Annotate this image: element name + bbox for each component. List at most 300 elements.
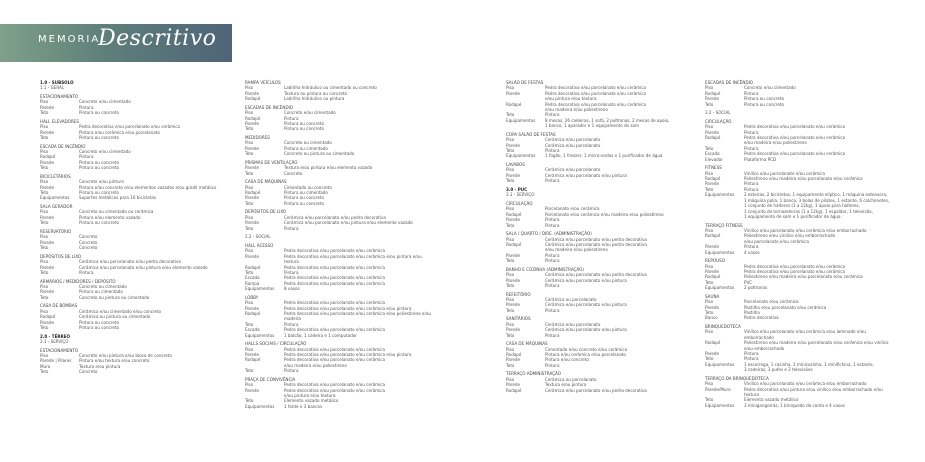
spec-value: Pintura ou concreto (744, 101, 785, 107)
spec-value: Pintura e/ou textura e/ou concreto (79, 358, 150, 364)
spec-row (40, 195, 230, 200)
spec-key: Parede (705, 129, 720, 135)
spec-value: e/ou pintura e/ou textura (284, 393, 336, 398)
section-heading: LOBBY (245, 294, 259, 300)
spec-value: 8 vasos (284, 286, 300, 292)
spec-key: Piso (245, 110, 254, 116)
spec-value: Pintura e/ou cerâmica e/ou porcelanato (545, 351, 626, 357)
spec-value: Concreto ou cimentado ou cerâmica (79, 209, 154, 215)
spec-value: Suportes metálicos para 16 bicicletas (79, 195, 157, 201)
spec-key: Piso (705, 263, 714, 269)
spec-key: Piso (705, 170, 714, 176)
spec-value: Concreto e/ou cimentado (284, 110, 336, 116)
spec-value: Pintura (284, 269, 299, 275)
spec-key: Parede (705, 304, 720, 310)
spec-key: Teto (245, 321, 254, 327)
spec-value: Pintura ou concreto (284, 121, 325, 127)
spec-key: Piso (40, 259, 49, 265)
section-heading: CIRCULAÇÃO (506, 200, 533, 206)
spec-key: Teto (40, 165, 49, 171)
spec-row (705, 157, 895, 162)
spec-key: Teto (40, 269, 49, 275)
spec-key: Equipamentos (705, 249, 735, 255)
spec-key: Parede (40, 214, 55, 220)
spec-key: Equipamentos (705, 285, 735, 291)
spec-value: Porcelanato e/ou cerâmica (545, 206, 600, 212)
spec-value: Pintura ou concreto (284, 200, 325, 206)
section-heading: BANHO E COZINHA (ADMINISTRAÇÃO) (506, 266, 584, 272)
spec-row (506, 123, 696, 128)
spec-key: Piso (245, 248, 254, 254)
section-heading: RESERVATÓRIO (40, 228, 72, 234)
spec-value: Cerâmica e/ou porcelanato e/ou pedra decorativa (545, 236, 647, 242)
spec-row (705, 214, 895, 219)
spec-value: Pedra decorativa e/ou porcelanato e/ou cerâmica e/ou pintura e/ou textura (284, 253, 422, 265)
spec-value: Pintura (744, 356, 759, 362)
spec-value: Pintura (284, 225, 299, 231)
spec-key: Parede (245, 253, 260, 259)
spec-row (245, 333, 435, 338)
spec-value: Pintura (284, 368, 299, 374)
spec-key: Rodapé (705, 233, 721, 239)
spec-row (245, 126, 435, 131)
spec-key: Parede (40, 159, 55, 165)
spec-value: Pedra decorativa e/ou pintura e/ou vinílico e/ou emborrachado e/ou textura (744, 386, 883, 398)
spec-value: Cerâmica e/ou porcelanato e/ou pedra decorativa (545, 387, 647, 393)
section-heading: RAMPA VEÍCULOS (245, 80, 281, 85)
spec-key: Equipamentos (40, 195, 70, 201)
spec-key: Parede (506, 252, 521, 258)
spec-key: Parede (506, 172, 521, 178)
section-heading: SALA / QUARTO / DIRE. (ADMINISTRAÇÃO) (506, 231, 592, 237)
spec-key: Teto (506, 178, 515, 184)
spec-value: e/ou pintura e/ou textura (545, 96, 597, 102)
spec-key: Parede (245, 90, 260, 96)
spec-value: Pintura ou concreto (744, 96, 785, 102)
spec-value: Cerâmica e/ou porcelanato (545, 137, 601, 143)
spec-key: Teto (705, 356, 714, 362)
spec-value: Cerâmica e/ou porcelanato e/ou pedra decorativa (284, 214, 386, 220)
spec-key: Parede (40, 239, 55, 245)
spec-row (245, 286, 435, 291)
spec-key: Teto (40, 220, 49, 226)
spec-key: Parede (40, 184, 55, 190)
spec-row (506, 178, 696, 183)
section-heading: HALL ELEVADORES (40, 118, 79, 124)
spec-value: Cerâmica e/ou porcelanato e/ou pintura e/ou elemento vazado (284, 220, 413, 226)
spec-value: Textura ou pintura ou concreto (284, 90, 348, 96)
spec-key: Parede (40, 289, 55, 295)
spec-key: Piso (245, 214, 254, 220)
spec-value: e/ou emborrachado (744, 345, 785, 351)
spec-key: Equipamentos (245, 403, 275, 409)
spec-value: Pedra decorativa e/ou porcelanato e/ou cerâmica (79, 124, 181, 130)
section-heading: TERRAÇO ADMINISTRAÇÃO (506, 371, 561, 377)
spec-key: Equipamentos (506, 153, 536, 159)
spec-key: Parede (245, 121, 260, 127)
section-heading: PRAÇA DE CONVIVÊNCIA (245, 376, 296, 382)
spec-key: Parede (705, 244, 720, 250)
spec-value: Pintura ou concreto (284, 195, 325, 201)
spec-row (245, 96, 435, 101)
spec-value: Pedra decorativa e/ou porcelanato e/ou cerâmica (284, 264, 386, 270)
spec-value: Pintura (744, 351, 759, 356)
spec-value: 2 esteiras, 2 bicicletas, 1 equipamento elíptico, 1 máquina extensora, (744, 192, 888, 198)
section-heading: TERRAÇO DA BRINQUEDOTECA (705, 375, 769, 381)
spec-key: Teto (40, 294, 49, 300)
section-heading: REFEITÓRIO (506, 291, 531, 297)
spec-key: Parede (40, 104, 55, 110)
spec-key: Piso (40, 209, 49, 215)
spec-value: Pintura (744, 90, 759, 96)
spec-value: Pintura ou concreto (79, 135, 120, 141)
spec-value: Pedra decorativa e/ou porcelanato e/ou cerâmica (284, 387, 386, 393)
spec-row (506, 153, 696, 158)
spec-key (705, 367, 744, 372)
spec-value: Concreto e/ou cimentado (744, 85, 796, 91)
spec-value: Poliestireno e/ou vinílico e/ou emborrachado (744, 233, 836, 239)
spec-value: Concreto e/ou cimentado (79, 149, 131, 155)
spec-value: Pintura (79, 104, 94, 110)
banner-script-title: Descritivo (98, 26, 217, 51)
spec-value: Cerâmica e/ou porcelanato (545, 142, 601, 148)
spec-key: Parede (245, 145, 260, 151)
spec-key: Teto (245, 200, 254, 206)
spec-key: Equipamentos (705, 402, 735, 408)
spec-key: Parede (705, 351, 720, 356)
spec-key: Piso (506, 296, 515, 302)
spec-value: Cerâmica ou pintura ou cimentado (79, 314, 151, 320)
spec-key: Teto (245, 225, 254, 231)
spec-key: Piso (705, 85, 714, 91)
spec-value: Cerâmica e/ou porcelanato e/ou pintura e/ou elemento vazado (79, 264, 208, 270)
spec-value: 1 escorrega, 1 casinha, 1 minicozinha, 1 minifichina, 1 estante, (744, 361, 874, 367)
spec-value: Pintura ou concreto (79, 319, 120, 325)
spec-value: Pintura (79, 269, 94, 275)
spec-key: Piso (40, 149, 49, 155)
spec-key: Banco (705, 315, 718, 321)
spec-key: Teto (705, 397, 714, 403)
spec-key: Elevador (705, 156, 723, 162)
subsection-heading: 3.1 - SERVIÇO (506, 192, 535, 198)
spec-key: Rodapé (705, 176, 721, 182)
spec-key: Escada (245, 327, 260, 333)
section-heading: BRINQUEDOTECA (705, 323, 741, 329)
spec-key: Teto (506, 307, 515, 313)
spec-key: Parede (40, 264, 55, 270)
spec-key: Escada (245, 275, 260, 281)
spec-key: Rodapé (705, 340, 721, 346)
spec-key: Piso (506, 167, 515, 173)
spec-value: Concreto e/ou cimentado (79, 99, 131, 105)
spec-key: Teto (506, 148, 515, 154)
section-heading: ESTACIONAMENTO (40, 347, 79, 353)
spec-value: Concreto (79, 234, 98, 240)
spec-key: Piso (40, 308, 49, 314)
spec-value: Pintura e/ou concreto (545, 357, 589, 363)
spec-key: Rodapé (506, 387, 522, 393)
spec-value: Textura e/ou pintura (545, 382, 587, 388)
section-heading: ESCADAS DE INCÊNDIO (705, 80, 754, 85)
section-heading: LAVABOS (506, 162, 525, 168)
spec-value: Pintura ou concreto (79, 324, 120, 330)
spec-key: Piso (40, 234, 49, 240)
spec-value: Pedra decorativa e/ou porcelanato e/ou cerâmica e/ou pintura (284, 305, 412, 311)
spec-value: 1 equipamento de som e 1 purificador de água. (744, 213, 842, 219)
spec-row (40, 369, 230, 374)
spec-row (40, 220, 230, 225)
spec-value: e/ou madeira e/ou poliestireno (284, 362, 347, 368)
section-heading: 2.0 - TÉRREO (40, 333, 70, 339)
spec-value: Pintura e/ou concreto e/ou elementos vazados e/ou gradil metálico (79, 184, 217, 190)
spec-row (506, 223, 696, 228)
section-heading: TERRAÇO FITNESS (705, 222, 743, 228)
spec-key: Teto (40, 190, 49, 196)
section-heading: CASA DE BOMBAS (40, 303, 78, 309)
spec-key: Rodapé (506, 211, 522, 217)
spec-value: Pintura (545, 258, 560, 264)
spec-value: Plataforma PCD (744, 156, 777, 162)
section-heading: CIRCULAÇÃO (705, 118, 732, 124)
spec-row (40, 295, 230, 300)
spec-key: Teto (245, 170, 254, 176)
spec-key: Rodapé (245, 357, 261, 363)
spec-row (506, 308, 696, 313)
spec-key: Piso (705, 124, 714, 130)
subsection-heading: 2.2 - SOCIAL (245, 234, 271, 240)
spec-value: Elemento vazado metálico (744, 397, 799, 403)
spec-key: Piso (705, 227, 714, 233)
spec-value: Concreto ou pintura ou cimentado (79, 294, 150, 300)
spec-row (705, 387, 895, 398)
spec-value: Pintura ou concreto (284, 126, 325, 132)
section-heading: SANITÁRIOS (506, 316, 531, 322)
spec-key: Piso (245, 300, 254, 306)
spec-key: Parede (506, 142, 521, 148)
spec-key: Parede (506, 90, 521, 96)
spec-key: Rodapé (705, 274, 721, 280)
spec-key: Rodapé (40, 314, 56, 320)
column-4 (705, 80, 895, 408)
spec-value: e/ou madeira e/ou poliestireno (744, 140, 807, 146)
spec-value: Pastilha e/ou porcelanato e/ou cerâmica (744, 304, 827, 310)
spec-row (245, 171, 435, 176)
spec-key: Piso (245, 85, 254, 91)
section-heading: DEPÓSITOS DE LIXO (40, 253, 82, 259)
spec-key: Piso (40, 352, 49, 358)
spec-value: 3 cadeiras, 3 pufes e 2 televisões (744, 367, 813, 373)
spec-value: 3 minigangorras, 1 brinquedo de corda e 4 vasos (744, 402, 845, 408)
spec-key: Teto (40, 369, 49, 375)
spec-key: Teto (705, 101, 714, 107)
spec-value: Cerâmica e/ou porcelanato (545, 321, 601, 327)
spec-value: Cerâmica e/ou porcelanato e/ou pedra decorativa (79, 259, 181, 265)
spec-value: Concreto (79, 239, 98, 245)
spec-row (40, 135, 230, 140)
spec-key: Parede (245, 387, 260, 393)
section-heading: 3.0 - PUC (506, 186, 528, 192)
spec-row (506, 363, 696, 368)
spec-row (40, 325, 230, 330)
spec-value: Pintura ou cimentado (79, 289, 123, 295)
spec-value: Pedra decorativa e/ou porcelanato e/ou cerâmica (284, 280, 386, 286)
spec-row (245, 254, 435, 265)
spec-value: Pedra decorativa e/ou porcelanato e/ou cerâmica e/ou pintura (284, 351, 412, 357)
spec-value: Pintura (545, 148, 560, 154)
spec-key: Parede/Muro (705, 386, 731, 392)
spec-value: Pintura (744, 244, 759, 250)
spec-key: Piso (506, 85, 515, 91)
spec-value: Pastilha (744, 309, 760, 315)
spec-key: Piso (40, 179, 49, 185)
spec-value: PVC (744, 279, 753, 285)
spec-value: Poliestireno e/ou madeira e/ou porcelanato e/ou cerâmica e/ou vinílico (744, 340, 889, 346)
spec-value: Pintura ou cimentado (284, 145, 328, 151)
section-heading: CASA DE MÁQUINAS (506, 341, 548, 347)
spec-key: Equipamentos (705, 361, 735, 367)
spec-value: Pintura ou concreto (79, 159, 120, 165)
spec-value: Pedra decorativa e/ou porcelanato e/ou cerâmica (744, 135, 846, 141)
spec-key: Teto (506, 332, 515, 338)
spec-key (705, 214, 744, 219)
spec-value: Porcelanato e/ou cerâmica e/ou madeira e/ou poliestireno (545, 211, 664, 217)
spec-value: 1 banco, 1 aparador e 1 equipamento de som (545, 123, 640, 129)
spec-value: Ladrilho hidráulico ou pintura (284, 96, 345, 102)
spec-row (245, 201, 435, 206)
spec-key: Rodapé (245, 310, 261, 316)
spec-key: Muro (40, 363, 51, 369)
section-heading: FITNESS (705, 165, 722, 171)
section-heading: COPA SALÃO DE FESTAS (506, 131, 556, 137)
spec-key: Teto (40, 245, 49, 251)
spec-value: Pintura (545, 252, 560, 258)
spec-value: 1 fogão, 1 freezer, 1 micro-ondas e 1 purificador de água (545, 153, 663, 159)
spec-value: Cerâmica e/ou porcelanato e/ou pedra decorativa (545, 241, 647, 247)
spec-key (506, 123, 545, 128)
spec-value: Cimentado e/ou concreto e/ou cerâmica (545, 346, 628, 352)
spec-value: Concreto (79, 369, 98, 375)
spec-key: Piso (506, 376, 515, 382)
spec-row (506, 258, 696, 263)
spec-value: Pedra decorativa e/ou porcelanato e/ou cerâmica (545, 101, 647, 107)
section-heading: REPOUSO (705, 258, 725, 264)
spec-value: Pedra decorativa e/ou porcelanato e/ou cerâmica (744, 124, 846, 130)
spec-key: Teto (245, 269, 254, 275)
spec-value: Concreto (79, 245, 98, 251)
spec-key: Equipamentos (705, 192, 735, 198)
spec-key: Parede (705, 268, 720, 274)
spec-key: Piso (40, 124, 49, 130)
spec-value: Cerâmica ou porcelanato (545, 376, 597, 382)
spec-value: Cerâmica e/ou porcelanato e/ou pintura (545, 327, 627, 333)
spec-value: Textura e/ou pintura e/ou elemento vazado (284, 165, 373, 171)
spec-value: Pintura (284, 115, 299, 121)
spec-value: Vinílico e/ou porcelanato e/ou cerâmica e/ou laminado e/ou emborrachado (744, 329, 866, 340)
spec-key: Parede (506, 277, 521, 283)
spec-value: Pintura (545, 217, 560, 223)
spec-key: Teto (506, 362, 515, 368)
spec-key: Teto (40, 110, 49, 116)
spec-key: Rodapé (40, 154, 56, 160)
spec-row (245, 368, 435, 373)
spec-key: Piso (245, 382, 254, 388)
spec-key: Piso (245, 140, 254, 146)
spec-key: Parede (506, 217, 521, 223)
section-heading: ESTACIONAMENTO (40, 94, 79, 99)
spec-key: Teto (245, 126, 254, 132)
spec-row (245, 151, 435, 156)
spec-key: Piso (245, 346, 254, 352)
spec-row (705, 102, 895, 107)
spec-key: Equipamentos (245, 332, 275, 338)
spec-key: Piso (506, 236, 515, 242)
spec-key: Piso (705, 299, 714, 305)
spec-key: Parede (506, 357, 521, 363)
spec-row (506, 388, 696, 393)
spec-key: Equipamentos (506, 117, 536, 123)
spec-key: Piso (506, 137, 515, 143)
spec-value: Pintura (545, 332, 560, 338)
spec-key: Escada (705, 151, 720, 157)
spec-value: Pintura (284, 321, 299, 327)
spec-value: Cerâmica e/ou porcelanato (545, 167, 601, 173)
spec-key: Parede (506, 302, 521, 308)
spec-key: Parede (506, 327, 521, 333)
spec-row (40, 270, 230, 275)
section-heading: ESCADAS DE INCÊNDIO (245, 104, 294, 110)
spec-value: 4 vasos (744, 249, 760, 255)
spec-value: Concreto ou cimentado (284, 140, 332, 146)
section-heading: MEDIDORES (245, 135, 270, 141)
spec-key: Parede (245, 305, 260, 311)
spec-value: Concreto e/ou pintura e/ou bloco de concreto (79, 352, 172, 358)
spec-value: Elemento vazado metálico (284, 398, 339, 404)
spec-value: Pedra decorativa e/ou porcelanato e/ou cerâmica (284, 327, 386, 333)
spec-key: Piso (506, 321, 515, 327)
section-heading: HALL ACESSO (245, 242, 274, 248)
spec-value: Cerâmica e/ou porcelanato e/ou pedra decorativa (545, 272, 647, 278)
spec-row (40, 165, 230, 170)
spec-value: Pintura ou cimentado (284, 190, 328, 196)
spec-key: Rodapé (705, 135, 721, 141)
spec-key: Teto (506, 258, 515, 264)
spec-value: Pintura (545, 362, 560, 368)
spec-value: Pintura ou concreto (79, 165, 120, 171)
spec-key: Rodapé (506, 351, 522, 357)
spec-key: Rodapé (245, 115, 261, 121)
section-heading: ESCADA DE INCÊNDIO (40, 143, 86, 149)
spec-key: Piso (40, 283, 49, 289)
spec-key: Parede (40, 319, 55, 325)
spec-value: Pintura (744, 129, 759, 135)
spec-value: Pintura (545, 222, 560, 228)
spec-value: Pedra decorativa e/ou porcelanato e/ou cerâmica (284, 357, 386, 363)
spec-value: Pintura (744, 181, 759, 187)
spec-value: Pintura (744, 145, 759, 151)
spec-key: Piso (506, 206, 515, 212)
subsection-heading: 3.2 - SOCIAL (705, 110, 731, 116)
spec-row (705, 285, 895, 290)
spec-value: Cerâmica e/ou porcelanato e/ou pintura (545, 172, 627, 178)
spec-value: 1 balcão, 1 cadeira e 1 computador (284, 332, 357, 338)
section-heading: SALA GERADOR (40, 204, 73, 210)
spec-value: 8 mesas, 26 cadeiras, 1 sofá, 2 poltronas, 2 mesas de apoio, (545, 117, 670, 123)
spec-value: Cerâmica ou porcelanato (545, 296, 597, 302)
spec-key: Teto (705, 186, 714, 192)
spec-value: Pedra decorativa e/ou porcelanato e/ou cerâmica (744, 151, 846, 157)
spec-value: Pedra decorativa e/ou porcelanato e/ou cerâmica (545, 85, 647, 91)
spec-row (705, 315, 895, 320)
